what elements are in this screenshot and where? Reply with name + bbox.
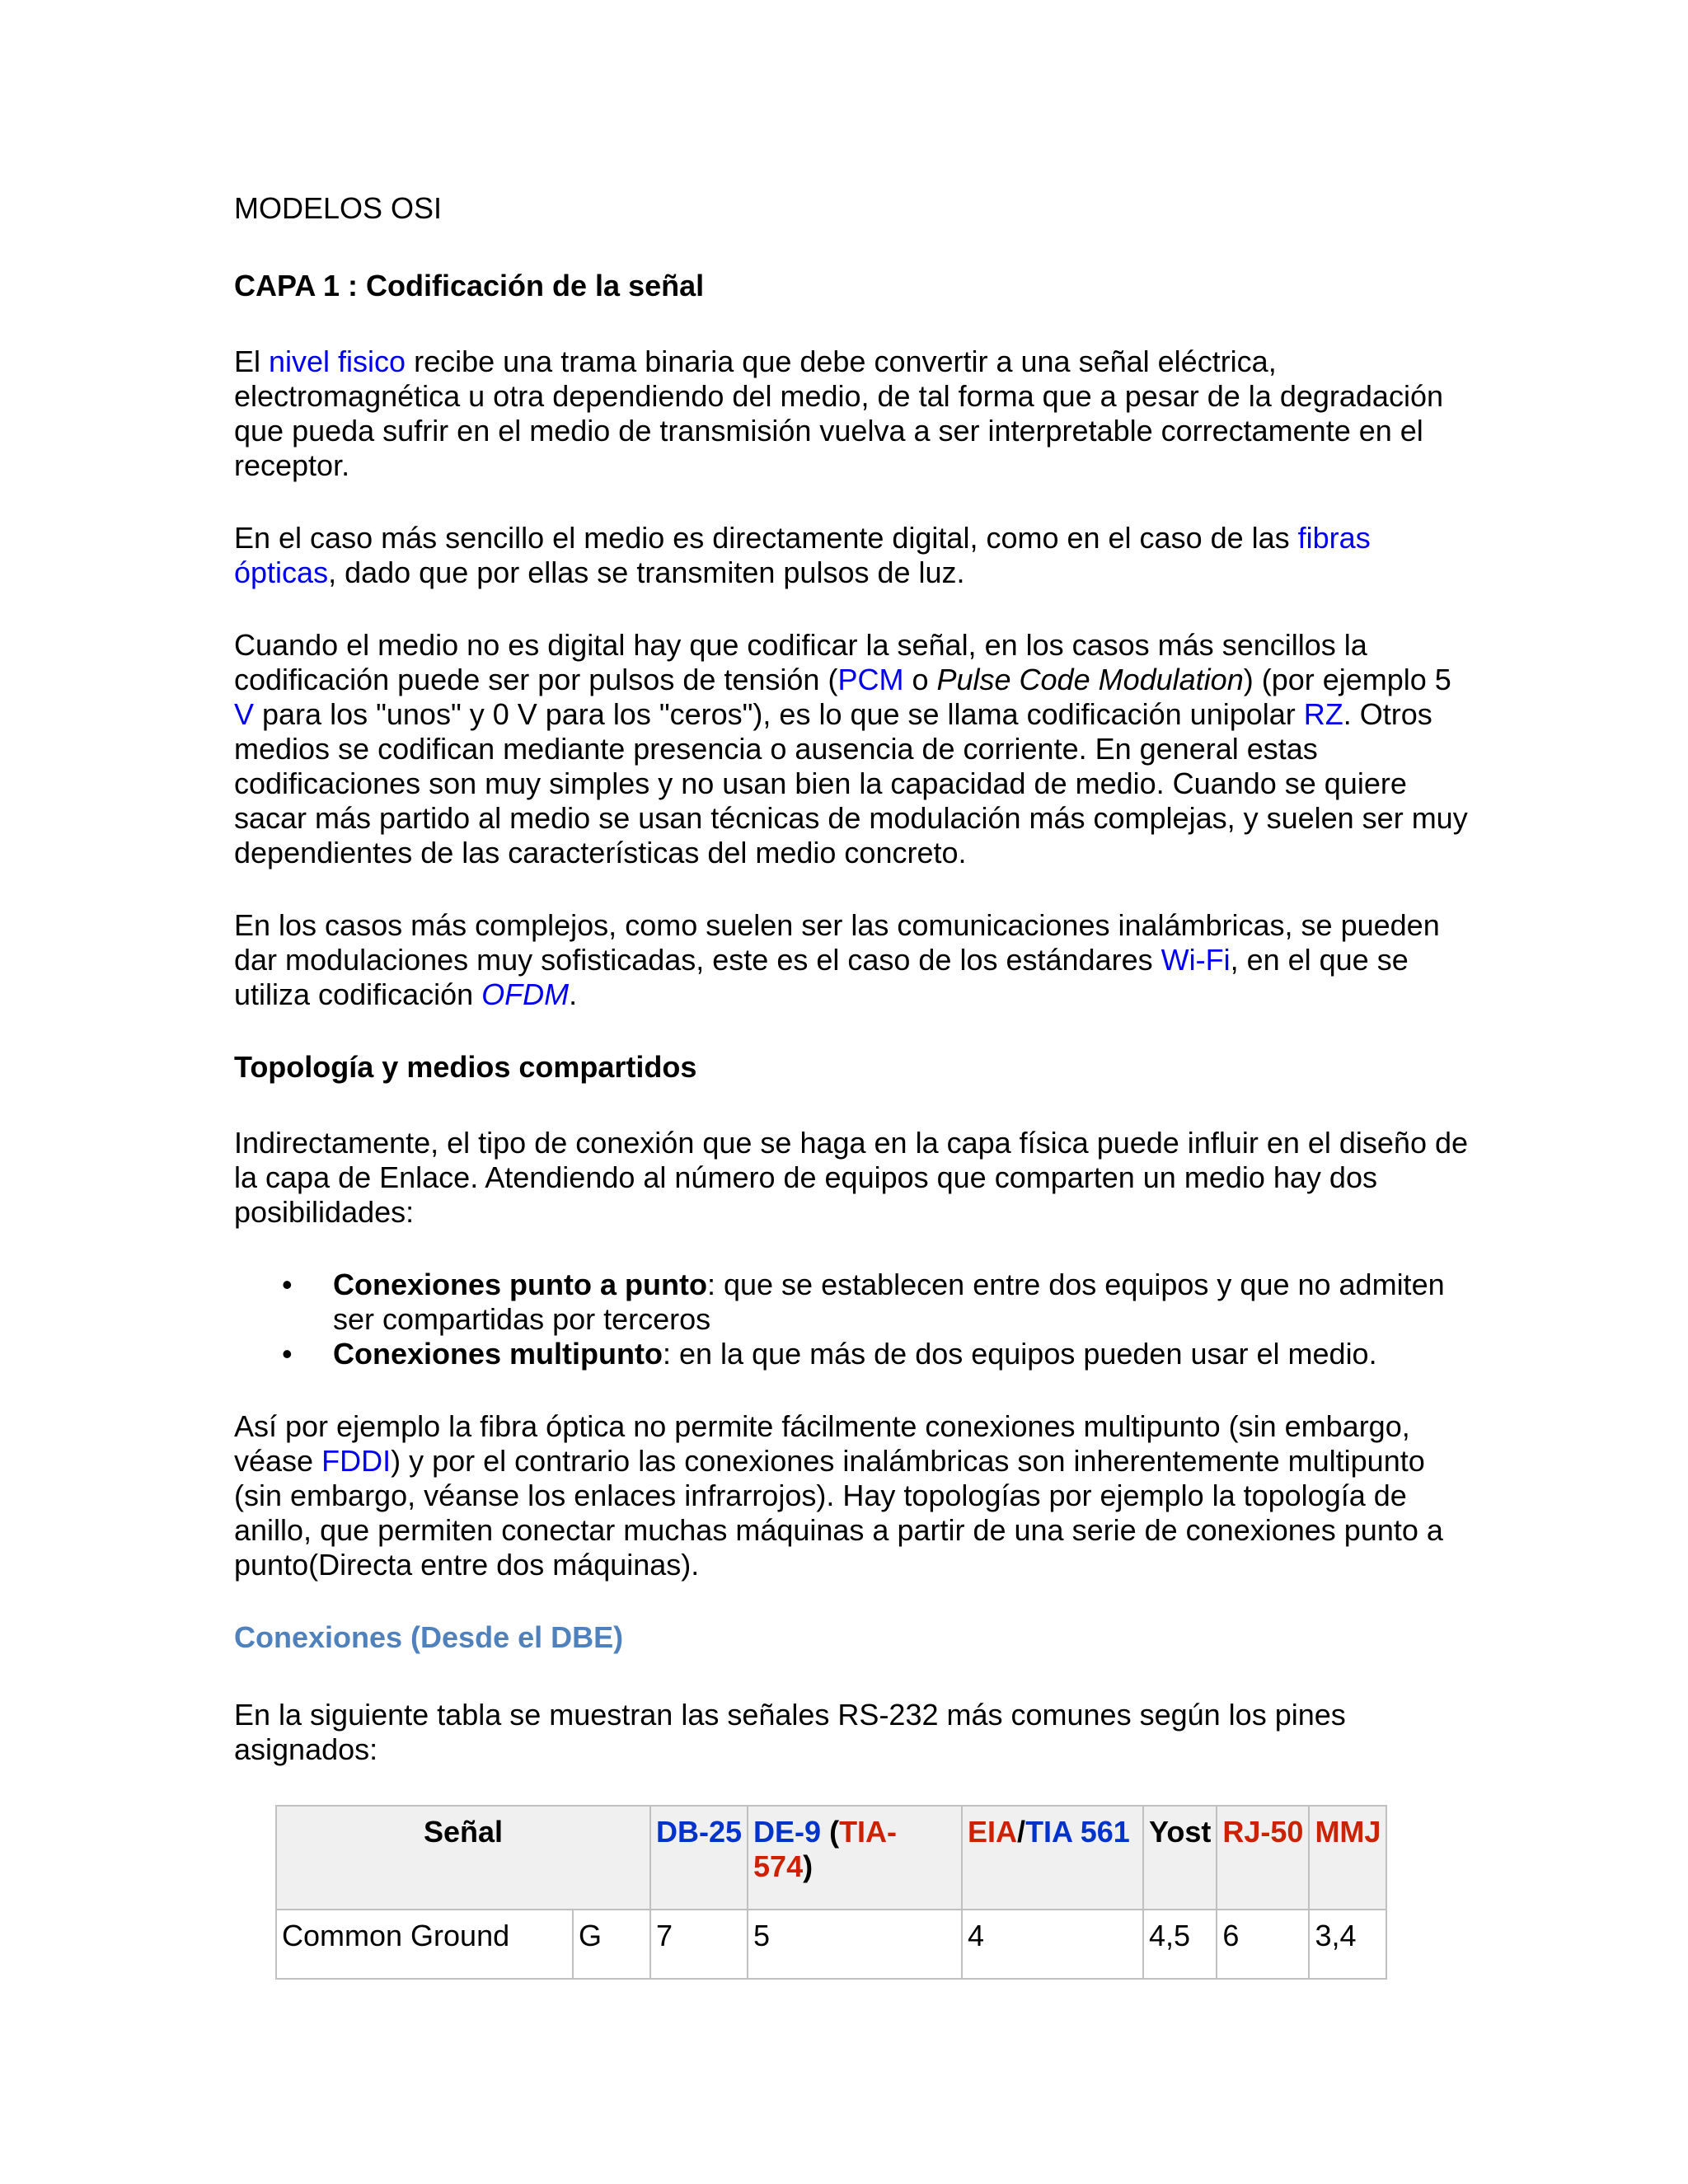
paragraph-codificacion: Cuando el medio no es digital hay que codificar la señal, en los casos más sencillos la codificación puede ser por pulsos de tensión (PCM o Pulse Code Modulation) (por ejemplo 5 V para los "unos" y 0 V para los "ceros"), es lo que se llama codificación unipolar RZ. Otros medios se codifican mediante presencia o ausencia de corriente. En general estas codificaciones son muy simples y no usan bien la capacidad de medio. Cuando se quiere sacar más partido al medio se usan técnicas de modulación más complejas, y suelen ser muy dependientes de las características del medio concreto. (234, 628, 1468, 869)
link-pcm[interactable]: PCM (837, 663, 904, 696)
paragraph-inalambricas: En los casos más complejos, como suelen ser las comunicaciones inalámbricas, se pueden dar modulaciones muy sofisticadas, este es el caso de los estándares Wi-Fi, en el que se utiliza codificación OFDM. (234, 908, 1440, 1011)
rs232-signal-table (275, 1805, 1387, 1980)
paragraph-indirectamente: Indirectamente, el tipo de conexión que se haga en la capa física puede influir en el diseño de la capa de Enlace. Atendiendo al número de equipos que comparten un medio hay dos posibilidades: (234, 1126, 1469, 1229)
link-rz[interactable]: RZ (1303, 697, 1343, 731)
section-heading-conexiones: Conexiones (Desde el DBE) (234, 1620, 624, 1654)
header-senal: Señal (276, 1806, 650, 1910)
link-ofdm[interactable]: OFDM (481, 977, 570, 1011)
link-wifi[interactable]: Wi-Fi (1160, 943, 1231, 977)
link-nivel-fisico[interactable]: nivel fisico (269, 344, 406, 378)
list-item: • Conexiones multipunto: en la que más de dos equipos pueden usar el medio. (282, 1337, 1377, 1371)
table-cell-eia: 4 (962, 1910, 1143, 1979)
table-cell-yost: 4,5 (1143, 1910, 1217, 1979)
section-heading-capa1: CAPA 1 : Codificación de la señal (234, 269, 705, 302)
table-row (276, 1910, 1386, 1979)
paragraph-nivel-fisico: El nivel fisico recibe una trama binaria que debe convertir a una señal eléctrica, electromagnética u otra dependiendo del medio, de tal forma que a pesar de la degradación que pueda sufrir en el medio de transmisión vuelva a ser interpretable correctamente en el receptor. (234, 344, 1443, 482)
table-cell-mmj: 3,4 (1309, 1910, 1386, 1979)
connection-types-list (234, 1268, 1470, 1371)
bullet-icon: • (282, 1268, 293, 1301)
link-fibras-opticas[interactable]: fibras ópticas (234, 521, 1371, 589)
table-cell-signal: Common Ground (276, 1910, 573, 1979)
paragraph-fibra-optica: Así por ejemplo la fibra óptica no permite fácilmente conexiones multipunto (sin embargo, véase FDDI) y por el contrario las conexiones inalámbricas son inherentemente multipunto (sin embargo, véanse los enlaces infrarrojos). Hay topologías por ejemplo la topología de anillo, que permiten conectar muchas máquinas a partir de una serie de conexiones punto a punto(Directa entre dos máquinas). (234, 1409, 1443, 1582)
document-page (234, 191, 1470, 1980)
bullet-icon: • (282, 1337, 293, 1371)
table-cell-db25: 7 (650, 1910, 748, 1979)
paragraph-tabla-intro: En la siguiente tabla se muestran las señales RS-232 más comunes según los pines asignados: (234, 1698, 1346, 1766)
paragraph-fibras: En el caso más sencillo el medio es directamente digital, como en el caso de las fibras ópticas, dado que por ellas se transmiten pulsos de luz. (234, 521, 1371, 589)
table-cell-rj50: 6 (1217, 1910, 1309, 1979)
header-de9: DE-9 (TIA-574) (748, 1806, 962, 1910)
link-voltio[interactable]: V (234, 697, 255, 731)
table-cell-de9: 5 (748, 1910, 962, 1979)
link-fddi[interactable]: FDDI (321, 1444, 392, 1478)
table-header-row (276, 1806, 1386, 1910)
header-rj50: RJ-50 (1217, 1806, 1309, 1910)
list-item: • Conexiones punto a punto: que se establecen entre dos equipos y que no admiten ser compartidas por terceros (282, 1268, 1445, 1336)
header-db25: DB-25 (650, 1806, 748, 1910)
header-mmj: MMJ (1309, 1806, 1386, 1910)
document-title: MODELOS OSI (234, 191, 443, 225)
table-cell-abbrev: G (573, 1910, 650, 1979)
header-yost: Yost (1143, 1806, 1217, 1910)
section-heading-topologia: Topología y medios compartidos (234, 1050, 697, 1084)
header-eia-tia561: EIA/TIA 561 (962, 1806, 1143, 1910)
